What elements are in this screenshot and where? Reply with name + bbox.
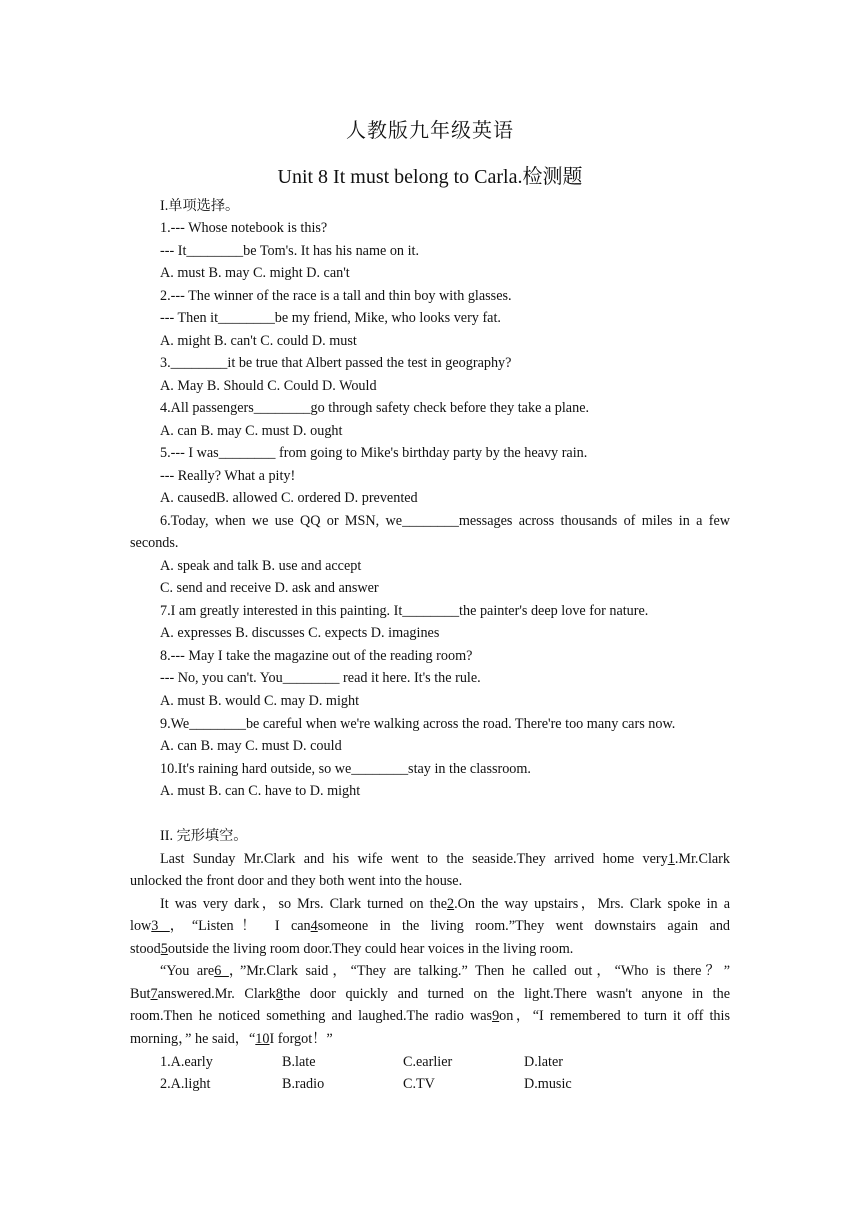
passage-line: But7answered.Mr. Clark8the door quickly and turned on the light.There wasn't anyone in the	[130, 986, 730, 1002]
passage-line: morning，” he said，“10I forgot！”	[130, 1031, 333, 1047]
blank-1: 1	[667, 851, 675, 867]
passage-line: room.Then he noticed something and laughed.The radio was9on，“I remembered to turn it off this	[130, 1008, 730, 1024]
document-title: 人教版九年级英语	[346, 120, 514, 142]
options-line: A. must B. can C. have to D. might	[160, 783, 361, 799]
blank-4: 4	[310, 918, 318, 934]
question-line: 3.________it be true that Albert passed the test in geography?	[160, 355, 512, 371]
section2-heading: II. 完形填空。	[160, 828, 248, 844]
options-line: A. May B. Should C. Could D. Would	[160, 378, 377, 394]
question-line: 10.It's raining hard outside, so we________stay in the classroom.	[160, 761, 531, 777]
question-line: 6.Today, when we use QQ or MSN, we________messages across thousands of miles in a few	[160, 513, 730, 529]
cloze-option: B.radio	[282, 1076, 325, 1092]
question-line: 8.--- May I take the magazine out of the reading room?	[160, 648, 473, 664]
question-line: --- It________be Tom's. It has his name on it.	[160, 243, 420, 259]
options-line: A. must B. would C. may D. might	[160, 693, 360, 709]
passage-line: unlocked the front door and they both went into the house.	[130, 873, 463, 889]
options-line: A. can B. may C. must D. ought	[160, 423, 343, 439]
cloze-option: 1.A.early	[160, 1054, 213, 1070]
question-line: 2.--- The winner of the race is a tall and thin boy with glasses.	[160, 288, 512, 304]
question-line: 4.All passengers________go through safety check before they take a plane.	[160, 400, 590, 416]
cloze-option: D.music	[524, 1076, 572, 1092]
blank-2: 2	[447, 896, 455, 912]
blank-6: 6	[214, 963, 229, 979]
passage-line: low3 ，“Listen！ I can4someone in the living room.”They went downstairs again and	[130, 918, 731, 934]
blank-5: 5	[160, 941, 168, 957]
cloze-option: 2.A.light	[160, 1076, 211, 1092]
question-line: 1.--- Whose notebook is this?	[160, 220, 328, 236]
cloze-option: B.late	[282, 1054, 316, 1070]
options-line: A. might B. can't C. could D. must	[160, 333, 357, 349]
blank-10: 10	[255, 1031, 270, 1047]
options-line: C. send and receive D. ask and answer	[160, 580, 379, 596]
section1-heading: I.单项选择。	[160, 198, 240, 214]
cloze-option: C.earlier	[403, 1054, 453, 1070]
options-line: A. expresses B. discusses C. expects D. imagines	[160, 625, 440, 641]
cloze-option: D.later	[524, 1054, 563, 1070]
question-line-continued: seconds.	[130, 535, 179, 551]
passage-line: Last Sunday Mr.Clark and his wife went to the seaside.They arrived home very1.Mr.Clark	[160, 851, 730, 867]
options-line: A. causedB. allowed C. ordered D. prevented	[160, 490, 418, 506]
passage-line: It was very dark，so Mrs. Clark turned on the2.On the way upstairs，Mrs. Clark spoke in a	[160, 896, 730, 912]
blank-8: 8	[275, 986, 283, 1002]
question-line: 9.We________be careful when we're walking across the road. There're too many cars now.	[160, 716, 676, 732]
blank-3: 3	[151, 918, 170, 934]
question-line: --- Really? What a pity!	[160, 468, 296, 484]
passage-line: “You are6 ，”Mr.Clark said，“They are talking.” Then he called out，“Who is there？”	[160, 963, 730, 979]
options-line: A. can B. may C. must D. could	[160, 738, 342, 754]
options-line: A. must B. may C. might D. can't	[160, 265, 350, 281]
question-line: 5.--- I was________ from going to Mike's birthday party by the heavy rain.	[160, 445, 588, 461]
blank-9: 9	[492, 1008, 500, 1024]
options-line: A. speak and talk B. use and accept	[160, 558, 362, 574]
blank-7: 7	[150, 986, 158, 1002]
question-line: 7.I am greatly interested in this painting. It________the painter's deep love for nature.	[160, 603, 649, 619]
passage-line: stood5outside the living room door.They could hear voices in the living room.	[130, 941, 574, 957]
question-line: --- Then it________be my friend, Mike, who looks very fat.	[160, 310, 501, 326]
document-subtitle: Unit 8 It must belong to Carla.检测题	[277, 166, 583, 188]
cloze-option: C.TV	[403, 1076, 435, 1092]
question-line: --- No, you can't. You________ read it here. It's the rule.	[160, 670, 481, 686]
